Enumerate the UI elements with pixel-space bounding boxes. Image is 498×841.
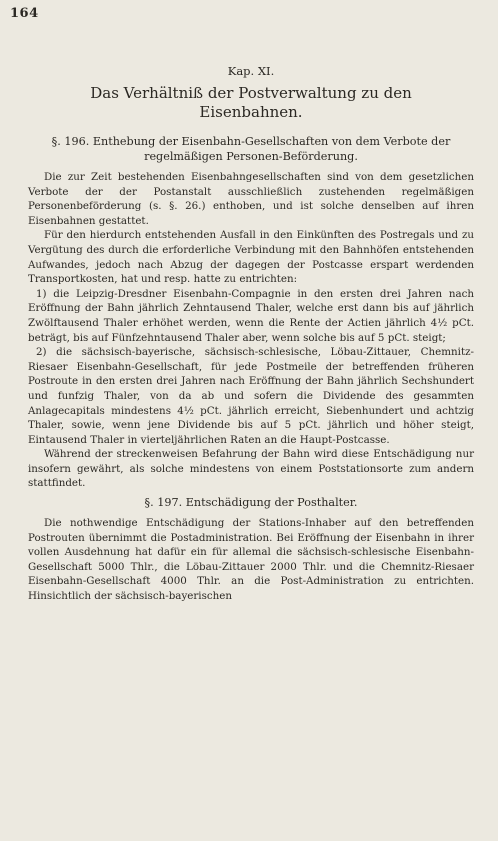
section-196-paragraph-1: Die zur Zeit bestehenden Eisenbahngesellschaften sind von dem gesetzlichen Verbote der der Postanstalt ausschließlich zustehenden regelmäßigen Personenbeförderung (s. §. 26.) enthoben, und ist solche denselben auf ihren Eisenbahnen gestattet. [28, 171, 474, 227]
section-196-heading: §. 196. Enthebung der Eisenbahn-Gesellschaften von dem Verbote der regelmäßigen Personen-Beförderung. [51, 135, 451, 163]
section-196-paragraph-2: Für den hierdurch entstehenden Ausfall in den Einkünften des Postregals und zu Vergütung des durch die erforderliche Verbindung mit den Bahnhöfen entstehenden Aufwandes, jedoch nach Abzug der dagegen der Postcasse erspart werdenden Transportkosten, hat und resp. hatte zu entrichten: [28, 229, 474, 286]
section-197-heading: §. 197. Entschädigung der Posthalter. [144, 496, 358, 510]
section-196-item-1: 1) die Leipzig-Dresdner Eisenbahn-Compagnie in den ersten drei Jahren nach Eröffnung der Bahn jährlich Zehntausend Thaler, welche erst dann bis auf jährlich Zwölftausend Thaler erhöhet werden, wenn die Rente der Actien jährlich 4½ pCt. beträgt, bis auf Fünfzehntausend Thaler aber, wenn solche bis auf 5 pCt. steigt; [28, 287, 474, 344]
chapter-heading: Kap. XI. [227, 64, 275, 78]
section-196-item-2: 2) die sächsisch-bayerische, sächsisch-schlesische, Löbau-Zittauer, Chemnitz-Riesaer Eisenbahn-Gesellschaft, für jede Postmeile der betreffenden früheren Postroute in den ersten drei Jahren nach Eröffnung der Bahn jährlich Sechshundert und funfzig Thaler, von da ab und sofern die Dividende des gesammten Anlagecapitals mindestens 4½ pCt. jährlich erreicht, Siebenhundert und achtzig Thaler, sowie, wenn jene Dividende bis auf 5 pCt. jährlich und höher steigt, Eintausend Thaler in vierteljährlichen Raten an die Haupt-Postcasse. [28, 346, 474, 446]
section-197-paragraph-1: Die nothwendige Entschädigung der Stations-Inhaber auf den betreffenden Postrouten übernimmt die Postadministration. Bei Eröffnung der Eisenbahn in ihrer vollen Ausdehnung hat dafür ein für allemal die sächsisch-schlesische Eisenbahn-Gesellschaft 5000 Thlr., die Löbau-Zittauer 2000 Thlr. und die Chemnitz-Riesaer Eisenbahn-Gesellschaft 4000 Thlr. an die Post-Administration zu entrichten. Hinsichtlich der sächsisch-bayerischen [28, 517, 474, 603]
page-number: 164 [10, 6, 39, 21]
section-196-paragraph-3: Während der streckenweisen Befahrung der Bahn wird diese Entschädigung nur insofern gewährt, als solche mindestens von einem Poststationsorte zum andern stattfindet. [28, 448, 474, 490]
chapter-title: Das Verhältniß der Postverwaltung zu den Eisenbahnen. [90, 84, 412, 121]
